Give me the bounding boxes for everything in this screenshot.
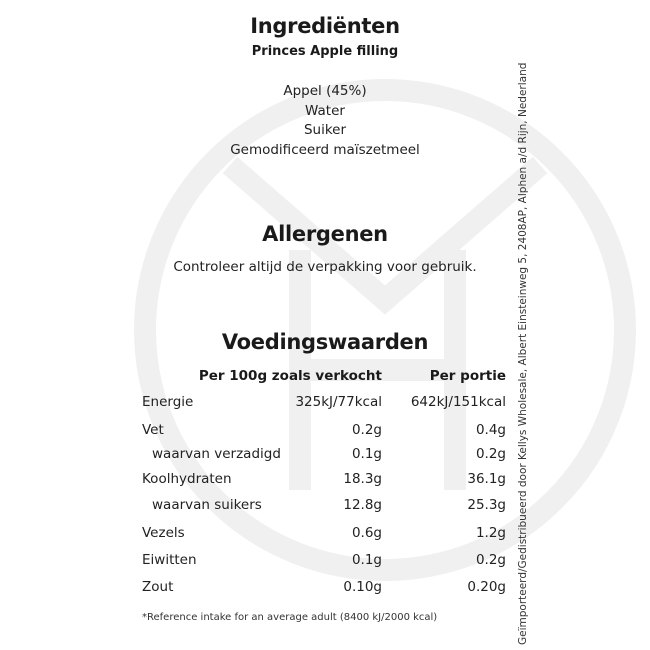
table-row xyxy=(142,471,506,491)
column-header-per-100g: Per 100g zoals verkocht xyxy=(198,368,382,384)
nutrition-table-header xyxy=(142,368,506,390)
nutrient-label: Vezels xyxy=(142,525,185,541)
nutrient-label: waarvan verzadigd xyxy=(152,446,281,462)
table-row xyxy=(142,579,506,599)
value-per-100g: 0.1g xyxy=(351,552,382,568)
value-per-portion: 36.1g xyxy=(467,471,506,487)
ingredient-list xyxy=(0,82,650,160)
value-per-portion: 642kJ/151kcal xyxy=(410,394,506,410)
value-per-portion: 0.20g xyxy=(467,579,506,595)
value-per-100g: 0.6g xyxy=(351,525,382,541)
ingredient-item: Gemodificeerd maïszetmeel xyxy=(230,141,420,158)
value-per-100g: 325kJ/77kcal xyxy=(295,394,382,410)
value-per-portion: 0.4g xyxy=(475,422,506,438)
table-row xyxy=(142,394,506,414)
nutrient-label: Zout xyxy=(142,579,174,595)
value-per-100g: 0.2g xyxy=(351,422,382,438)
ingredients-heading: Ingrediënten xyxy=(250,14,400,38)
allergens-note: Controleer altijd de verpakking voor gebruik. xyxy=(173,259,477,275)
table-row xyxy=(142,552,506,572)
nutrient-label: Koolhydraten xyxy=(142,471,232,487)
nutrition-heading: Voedingswaarden xyxy=(221,330,429,354)
ingredient-item: Appel (45%) xyxy=(283,83,367,99)
value-per-100g: 0.10g xyxy=(343,579,382,595)
value-per-portion: 1.2g xyxy=(475,525,506,541)
allergens-heading: Allergenen xyxy=(262,222,388,246)
value-per-100g: 18.3g xyxy=(343,471,382,487)
product-name: Princes Apple filling xyxy=(251,44,399,59)
distributor-info: Geïmporteerd/Gedistribueerd door Kellys Wholesale, Albert Einsteinweg 5, 2408AP, Alphen a/d Rijn, Nederland xyxy=(517,62,529,645)
ingredient-item: Suiker xyxy=(303,122,347,138)
nutrient-label: Energie xyxy=(142,394,194,410)
value-per-100g: 0.1g xyxy=(351,446,382,462)
table-row xyxy=(142,422,506,442)
nutrient-label: waarvan suikers xyxy=(152,497,262,513)
table-row xyxy=(142,525,506,545)
value-per-100g: 12.8g xyxy=(343,497,382,513)
nutrition-table xyxy=(142,368,506,595)
column-header-per-portion: Per portie xyxy=(429,368,506,384)
value-per-portion: 25.3g xyxy=(467,497,506,513)
ingredient-item: Water xyxy=(305,102,345,119)
value-per-portion: 0.2g xyxy=(475,552,506,568)
table-row xyxy=(142,446,506,466)
nutrient-label: Vet xyxy=(142,422,164,438)
value-per-portion: 0.2g xyxy=(475,446,506,462)
reference-intake-footnote: *Reference intake for an average adult (8400 kJ/2000 kcal) xyxy=(142,612,438,623)
nutrient-label: Eiwitten xyxy=(142,552,197,568)
table-row xyxy=(142,497,506,517)
